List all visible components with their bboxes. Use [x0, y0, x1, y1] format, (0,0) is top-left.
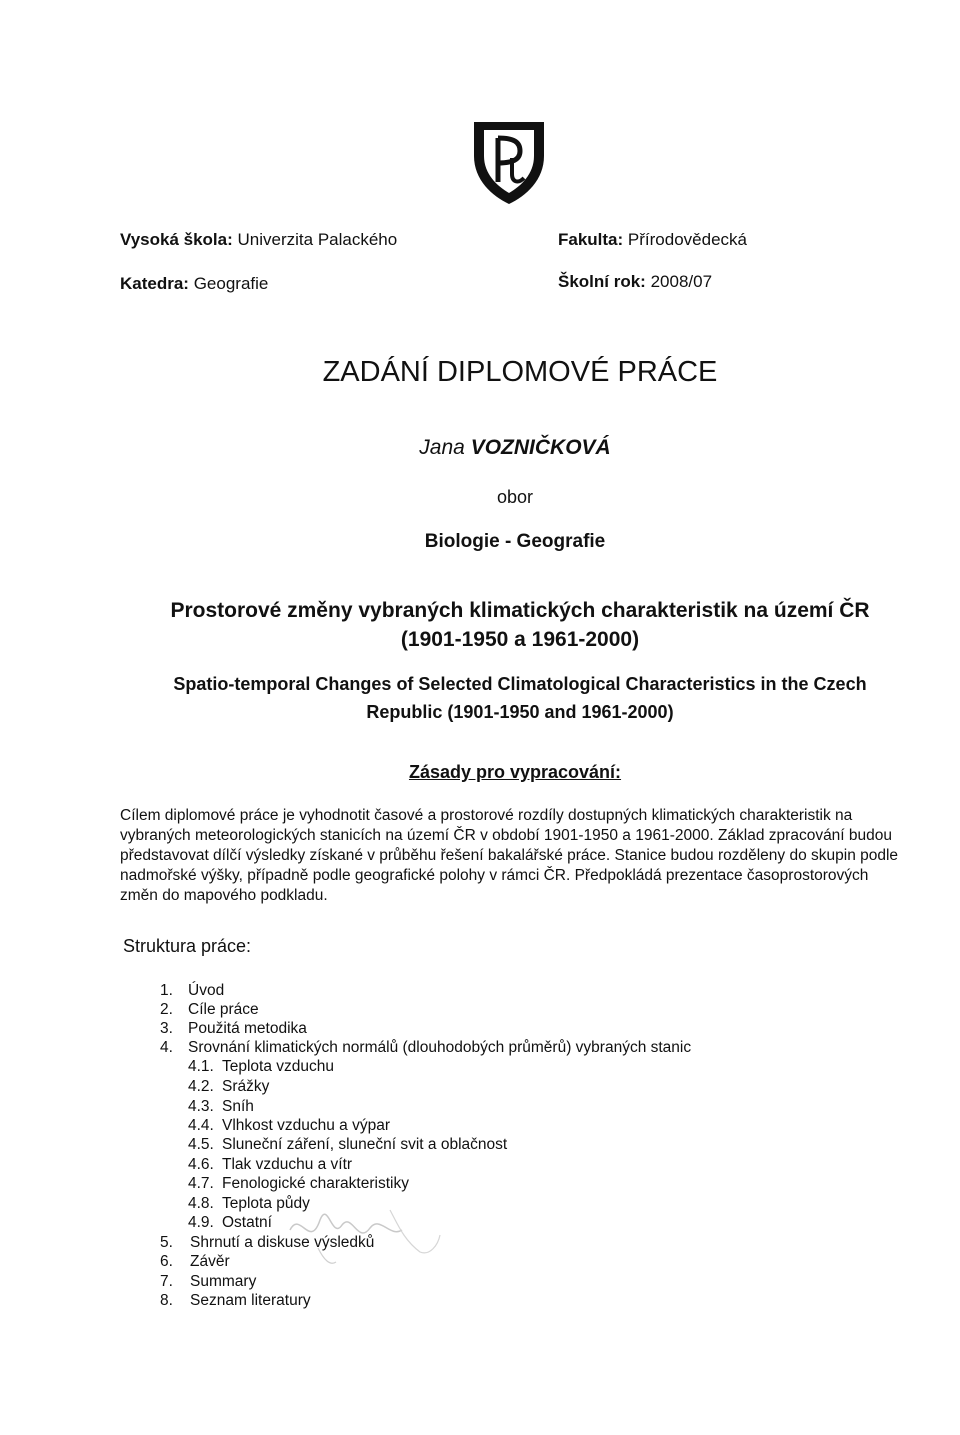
list-item: 4.2. Srážky	[188, 1078, 270, 1095]
list-item: 4.6. Tlak vzduchu a vítr	[188, 1156, 353, 1173]
school-value: Univerzita Palackého	[237, 230, 398, 249]
list-item: 4.9. Ostatní	[188, 1214, 272, 1231]
field-of-study: Biologie - Geografie	[424, 531, 606, 552]
school-label: Vysoká škola:	[120, 230, 233, 249]
student-first-name: Jana	[419, 436, 465, 459]
thesis-title-cz-line1: Prostorové změny vybraných klimatických charakteristik na území ČR	[170, 599, 870, 622]
list-item: 4. Srovnání klimatických normálů (dlouhodobých průměrů) vybraných stanic	[160, 1039, 692, 1056]
list-item: 3. Použitá metodika	[160, 1020, 307, 1037]
list-item: 7. Summary	[160, 1273, 257, 1290]
student-name	[0, 436, 960, 460]
list-item: 5. Shrnutí a diskuse výsledků	[160, 1234, 375, 1251]
year-label: Školní rok:	[558, 272, 646, 291]
list-item: 2. Cíle práce	[160, 1001, 259, 1018]
department-line	[120, 274, 268, 294]
thesis-title-en-line1: Spatio-temporal Changes of Selected Climatological Characteristics in the Czech	[173, 674, 867, 694]
structure-heading: Struktura práce:	[123, 936, 252, 956]
thesis-title-cz	[140, 596, 900, 654]
list-item: 4.3. Sníh	[188, 1098, 254, 1115]
list-item: 6. Závěr	[160, 1253, 230, 1270]
university-shield-logo-icon	[470, 118, 548, 206]
department-label: Katedra:	[120, 274, 189, 293]
list-item: 8. Seznam literatury	[160, 1292, 311, 1309]
obor-label: obor	[496, 487, 534, 507]
list-item: 4.8. Teplota půdy	[188, 1195, 310, 1212]
faculty-line	[558, 230, 747, 250]
school-line	[120, 230, 397, 250]
student-last-name: VOZNIČKOVÁ	[470, 436, 611, 459]
department-value: Geografie	[193, 274, 269, 293]
guidelines-heading: Zásady pro vypracování:	[408, 762, 622, 782]
faculty-value: Přírodovědecká	[627, 230, 747, 249]
thesis-title-cz-line2: (1901-1950 a 1961-2000)	[400, 628, 640, 651]
year-value: 2008/07	[650, 272, 713, 291]
list-item: 4.7. Fenologické charakteristiky	[188, 1175, 409, 1192]
list-item: 4.1. Teplota vzduchu	[188, 1058, 335, 1075]
school-year-line	[558, 272, 712, 292]
guidelines-text: Cílem diplomové práce je vyhodnotit časové a prostorové rozdíly dostupných klimatických charakteristik na vybraných meteorologických stanicích na území ČR v období 1901-1950 a 1961-2000. Základ zpracování budou představovat dílčí výsledky získané v průběhu řešení bakalářské práce. Stanice budou rozděleny do skupin podle nadmořské výšky, případně podle geografické polohy v rámci ČR. Předpokládá prezentace časoprostorových změn do mapového podkladu.	[120, 807, 899, 904]
page-title: ZADÁNÍ DIPLOMOVÉ PRÁCE	[322, 356, 718, 388]
thesis-title-en	[140, 670, 900, 726]
list-item: 4.5. Sluneční záření, sluneční svit a oblačnost	[188, 1136, 508, 1153]
thesis-title-en-line2: Republic (1901-1950 and 1961-2000)	[366, 702, 674, 722]
list-item: 1. Úvod	[160, 982, 225, 999]
signature-icon	[280, 1190, 450, 1270]
list-item: 4.4. Vlhkost vzduchu a výpar	[188, 1117, 391, 1134]
faculty-label: Fakulta:	[558, 230, 624, 249]
